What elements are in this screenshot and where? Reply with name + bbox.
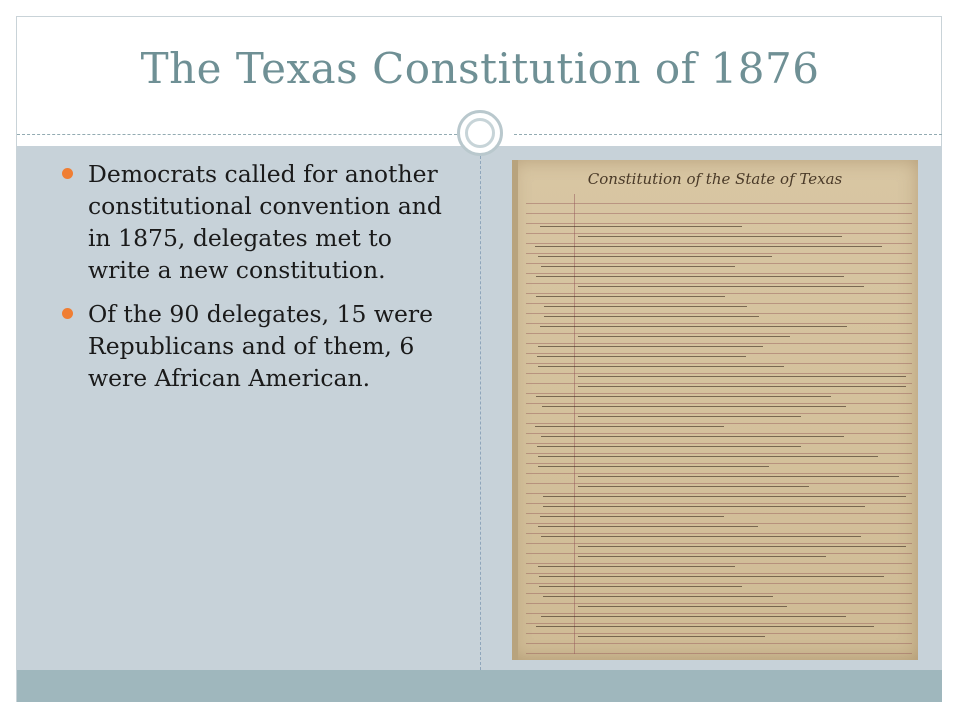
handwriting-stroke	[541, 266, 736, 267]
bullet-item	[62, 298, 452, 394]
handwriting-stroke	[578, 486, 809, 487]
handwriting-stroke	[578, 236, 842, 237]
handwriting-stroke	[578, 416, 801, 417]
handwriting-stroke	[578, 386, 906, 387]
handwriting-stroke	[578, 286, 864, 287]
handwriting-stroke	[578, 336, 790, 337]
handwriting-stroke	[538, 456, 877, 457]
handwriting-stroke	[543, 496, 906, 497]
handwriting-stroke	[540, 516, 725, 517]
handwriting-stroke	[538, 366, 785, 367]
handwriting-stroke	[578, 556, 826, 557]
handwriting-stroke	[578, 546, 906, 547]
handwriting-stroke	[535, 426, 724, 427]
bullet-text: Democrats called for another constitutional convention and in 1875, delegates met to write a new constitution.	[88, 160, 442, 284]
circle-ornament-icon	[457, 110, 503, 156]
bullet-item	[62, 158, 452, 286]
handwriting-stroke	[541, 436, 844, 437]
handwriting-stroke	[538, 346, 762, 347]
bullet-list	[62, 158, 452, 406]
handwriting-stroke	[578, 636, 765, 637]
handwriting-stroke	[578, 376, 906, 377]
constitution-document-image	[512, 160, 918, 660]
handwriting-stroke	[543, 596, 773, 597]
handwriting-stroke	[538, 256, 772, 257]
handwriting-stroke	[540, 326, 848, 327]
handwriting-stroke	[538, 526, 759, 527]
document-handwriting	[526, 220, 912, 650]
footer-bar	[17, 670, 942, 702]
column-divider	[480, 146, 481, 670]
handwriting-stroke	[535, 246, 882, 247]
slide-title: The Texas Constitution of 1876	[140, 44, 820, 93]
handwriting-stroke	[536, 626, 874, 627]
handwriting-stroke	[536, 296, 726, 297]
title-divider-right	[514, 134, 942, 135]
handwriting-stroke	[538, 466, 768, 467]
handwriting-stroke	[578, 606, 787, 607]
bullet-text: Of the 90 delegates, 15 were Republicans and of them, 6 were African American.	[88, 300, 434, 392]
bullet-dot-icon	[62, 308, 73, 319]
handwriting-stroke	[544, 316, 760, 317]
handwriting-stroke	[541, 616, 846, 617]
handwriting-stroke	[539, 586, 743, 587]
handwriting-stroke	[536, 396, 831, 397]
handwriting-stroke	[544, 306, 747, 307]
handwriting-stroke	[537, 356, 746, 357]
handwriting-stroke	[543, 506, 865, 507]
handwriting-stroke	[537, 446, 800, 447]
handwriting-stroke	[539, 576, 885, 577]
title-divider-left	[17, 134, 457, 135]
document-header: Constitution of the State of Texas	[587, 170, 843, 188]
handwriting-stroke	[538, 566, 735, 567]
handwriting-stroke	[540, 226, 742, 227]
handwriting-stroke	[542, 406, 846, 407]
document-edge	[512, 160, 518, 660]
handwriting-stroke	[541, 536, 861, 537]
handwriting-stroke	[536, 276, 844, 277]
handwriting-stroke	[578, 476, 899, 477]
bullet-dot-icon	[62, 168, 73, 179]
